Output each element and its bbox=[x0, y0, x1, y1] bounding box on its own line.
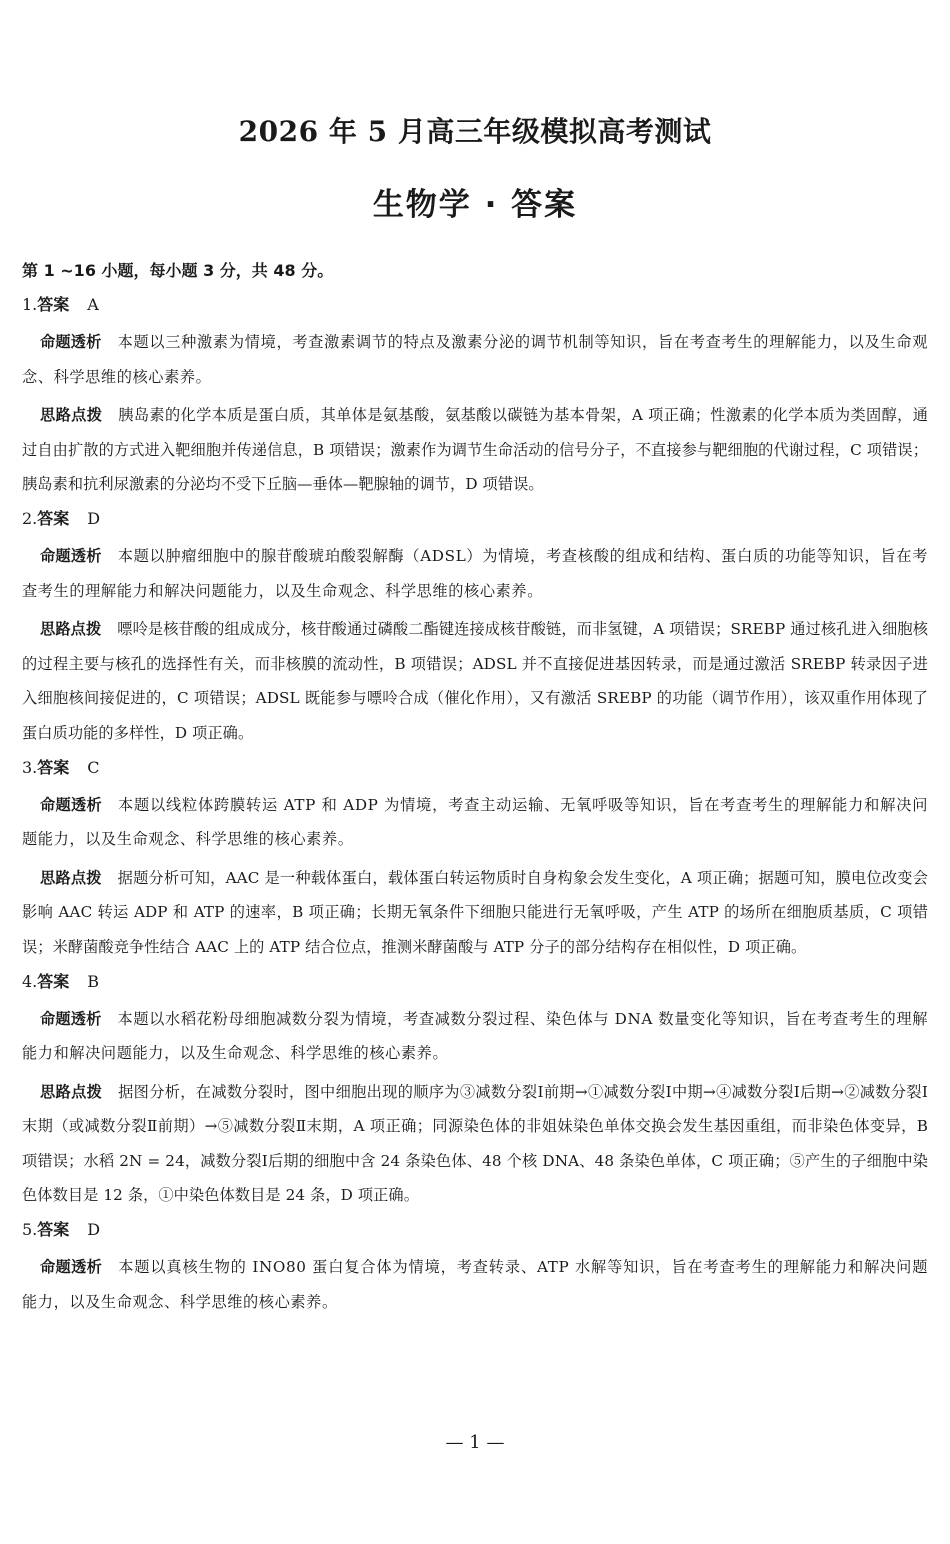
analysis-paragraph bbox=[22, 325, 928, 394]
question-number: 1. bbox=[22, 295, 38, 314]
hint-text: 嘌呤是核苷酸的组成成分，核苷酸通过磷酸二酯键连接成核苷酸链，而非氢键，A 项错误；SREBP 通过核孔进入细胞核的过程主要与核孔的选择性有关，而非核膜的流动性，B 项错误；ADSL 并不直接促进基因转录，而是通过激活 SREBP 转录因子进入细胞核间接促进的，C 项错误；ADSL 既能参与嘌呤合成（催化作用），又有激活 SREBP 的功能（调节作用），该双重作用体现了蛋白质功能的多样性，D 项正确。 bbox=[22, 620, 929, 742]
hint-label: 思路点拨 bbox=[40, 620, 102, 639]
answer-label: 答案 bbox=[37, 295, 70, 314]
question-4 bbox=[22, 969, 928, 1214]
hint-paragraph bbox=[22, 1075, 928, 1213]
answer-value: B bbox=[87, 971, 100, 991]
section-intro: 第 1 ~16 小题，每小题 3 分，共 48 分。 bbox=[22, 261, 334, 280]
analysis-text: 本题以真核生物的 INO80 蛋白复合体为情境，考查转录、ATP 水解等知识，旨在考查考生的理解能力和解决问题能力，以及生命观念、科学思维的核心素养。 bbox=[22, 1258, 928, 1311]
analysis-text: 本题以肿瘤细胞中的腺苷酸琥珀酸裂解酶（ADSL）为情境，考查核酸的组成和结构、蛋白质的功能等知识，旨在考查考生的理解能力和解决问题能力，以及生命观念、科学思维的核心素养。 bbox=[22, 546, 928, 600]
analysis-text: 本题以三种激素为情境，考查激素调节的特点及激素分泌的调节机制等知识，旨在考查考生的理解能力，以及生命观念、科学思维的核心素养。 bbox=[22, 333, 928, 386]
answer-value: D bbox=[87, 1220, 101, 1240]
analysis-text: 本题以线粒体跨膜转运 ATP 和 ADP 为情境，考查主动运输、无氧呼吸等知识，旨在考查考生的理解能力和解决问题能力，以及生命观念、科学思维的核心素养。 bbox=[22, 795, 928, 849]
question-number: 4. bbox=[22, 971, 38, 991]
question-number: 2. bbox=[22, 508, 38, 528]
answer-label: 答案 bbox=[37, 1220, 70, 1240]
question-3 bbox=[22, 755, 928, 965]
answer-value: C bbox=[87, 757, 100, 777]
answer-value: A bbox=[87, 295, 99, 314]
analysis-text: 本题以水稻花粉母细胞减数分裂为情境，考查减数分裂过程、染色体与 DNA 数量变化等知识，旨在考查考生的理解能力和解决问题能力，以及生命观念、科学思维的核心素养。 bbox=[22, 1009, 928, 1063]
question-2 bbox=[22, 506, 928, 751]
answer-label: 答案 bbox=[37, 757, 70, 777]
question-header bbox=[22, 1217, 928, 1243]
document-title: 2026 年 5 月高三年级模拟高考测试 bbox=[238, 115, 712, 148]
question-header bbox=[22, 292, 928, 318]
question-1 bbox=[22, 292, 928, 502]
hint-paragraph bbox=[22, 398, 928, 502]
hint-label: 思路点拨 bbox=[40, 1082, 103, 1101]
analysis-paragraph bbox=[22, 539, 928, 608]
document-subtitle: 生物学 · 答案 bbox=[372, 187, 578, 223]
document-body bbox=[22, 258, 928, 1323]
answer-label: 答案 bbox=[37, 971, 70, 991]
answer-value: D bbox=[87, 508, 101, 528]
analysis-paragraph bbox=[22, 1002, 928, 1071]
question-5 bbox=[22, 1217, 928, 1319]
hint-paragraph bbox=[22, 861, 928, 965]
hint-text: 胰岛素的化学本质是蛋白质，其单体是氨基酸，氨基酸以碳链为基本骨架，A 项正确；性激素的化学本质为类固醇，通过自由扩散的方式进入靶细胞并传递信息，B 项错误；激素作为调节生命活动的信号分子，不直接参与靶细胞的代谢过程，C 项错误；胰岛素和抗利尿激素的分泌均不受下丘脑—垂体—靶腺轴的调节，D 项错误。 bbox=[22, 406, 928, 494]
analysis-paragraph bbox=[22, 1250, 928, 1319]
page-number: — 1 — bbox=[445, 1432, 505, 1453]
analysis-label: 命题透析 bbox=[40, 1009, 102, 1028]
question-number: 3. bbox=[22, 757, 38, 777]
analysis-paragraph bbox=[22, 788, 928, 857]
hint-paragraph bbox=[22, 612, 928, 750]
question-header bbox=[22, 506, 928, 532]
hint-text: 据题分析可知，AAC 是一种载体蛋白，载体蛋白转运物质时自身构象会发生变化，A 项正确；据题可知，膜电位改变会影响 AAC 转运 ADP 和 ATP 的速率，B 项正确；长期无氧条件下细胞只能进行无氧呼吸，产生 ATP 的场所在细胞质基质，C 项错误；米酵菌酸竞争性结合 AAC 上的 ATP 结合位点，推测米酵菌酸与 ATP 分子的部分结构存在相似性，D 项正确。 bbox=[22, 868, 928, 956]
answer-label: 答案 bbox=[37, 508, 70, 528]
analysis-label: 命题透析 bbox=[40, 546, 102, 565]
hint-label: 思路点拨 bbox=[40, 868, 102, 887]
analysis-label: 命题透析 bbox=[40, 1258, 103, 1277]
hint-label: 思路点拨 bbox=[40, 406, 103, 425]
question-number: 5. bbox=[22, 1220, 38, 1240]
question-header bbox=[22, 969, 928, 995]
hint-text: 据图分析，在减数分裂时，图中细胞出现的顺序为③减数分裂Ⅰ前期→①减数分裂Ⅰ中期→④减数分裂Ⅰ后期→②减数分裂Ⅰ末期（或减数分裂Ⅱ前期）→⑤减数分裂Ⅱ末期，A 项正确；同源染色体的非姐妹染色单体交换会发生基因重组，而非染色体变异，B 项错误；水稻 2N = 24，减数分裂Ⅰ后期的细胞中含 24 条染色体、48 个核 DNA、48 条染色单体，C 项正确；⑤产生的子细胞中染色体数目是 12 条，①中染色体数目是 24 条，D 项正确。 bbox=[22, 1082, 928, 1205]
analysis-label: 命题透析 bbox=[40, 795, 103, 814]
analysis-label: 命题透析 bbox=[40, 333, 102, 351]
question-header bbox=[22, 755, 928, 781]
